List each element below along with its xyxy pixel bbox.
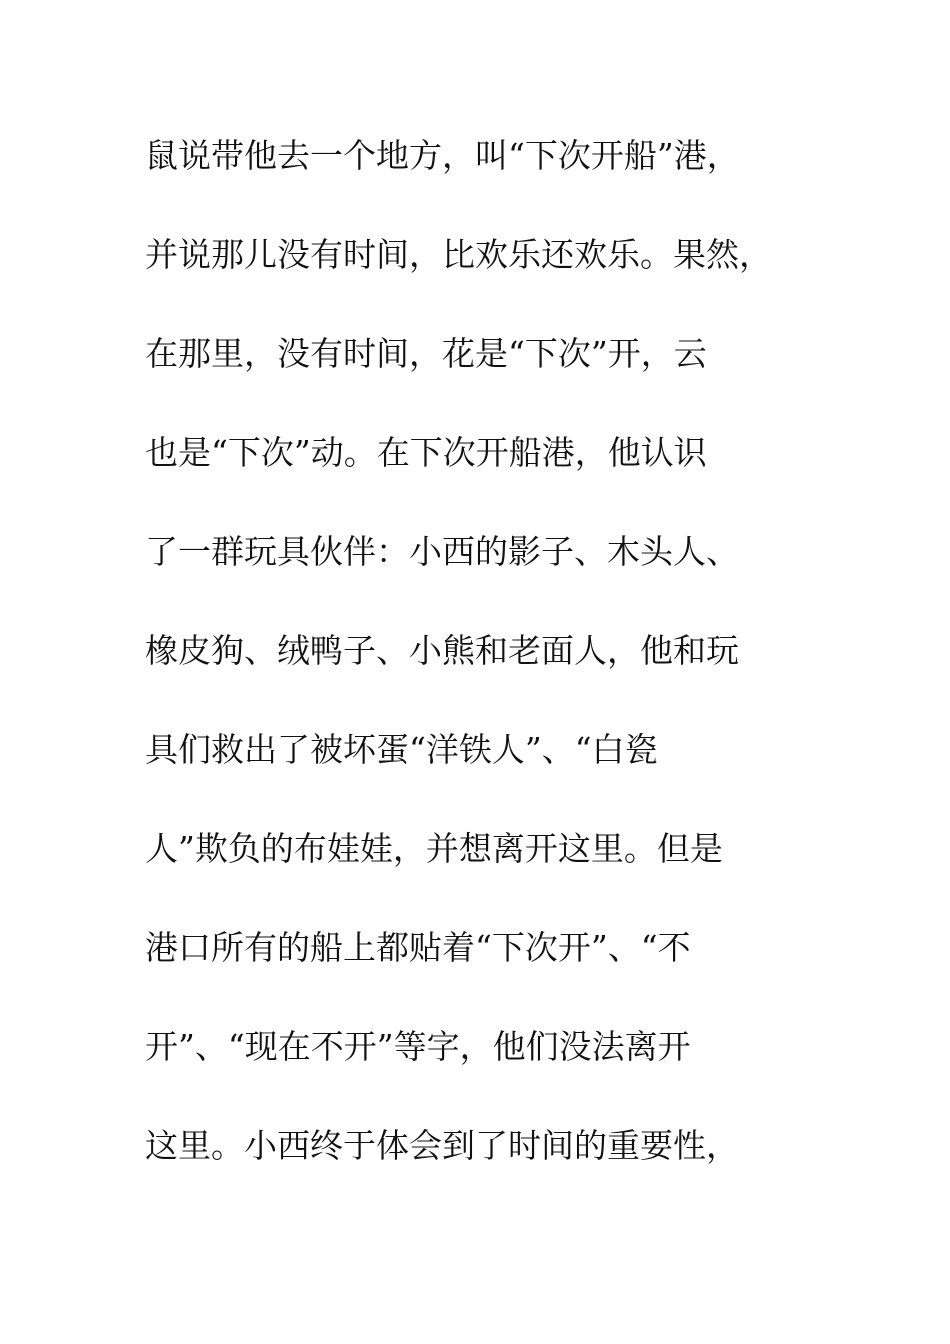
text-line: 开”、“现在不开”等字，他们没法离开: [145, 1027, 691, 1066]
text-line: 并说那儿没有时间，比欢乐还欢乐。果然，: [145, 235, 772, 274]
text-line: 这里。小西终于体会到了时间的重要性，: [145, 1126, 739, 1165]
text-line: 橡皮狗、绒鸭子、小熊和老面人，他和玩: [145, 631, 739, 670]
body-text: [145, 130, 825, 1219]
text-line: 也是“下次”动。在下次开船港，他认识: [145, 433, 707, 472]
text-line: 具们救出了被坏蛋“洋铁人”、“白瓷: [145, 730, 658, 769]
text-line: 鼠说带他去一个地方，叫“下次开船”港，: [145, 136, 740, 175]
text-line: 在那里，没有时间，花是“下次”开，云: [145, 334, 707, 373]
text-line: 港口所有的船上都贴着“下次开”、“不: [145, 928, 691, 967]
text-line: 了一群玩具伙伴：小西的影子、木头人、: [145, 532, 739, 571]
text-line: 人”欺负的布娃娃，并想离开这里。但是: [145, 829, 723, 868]
